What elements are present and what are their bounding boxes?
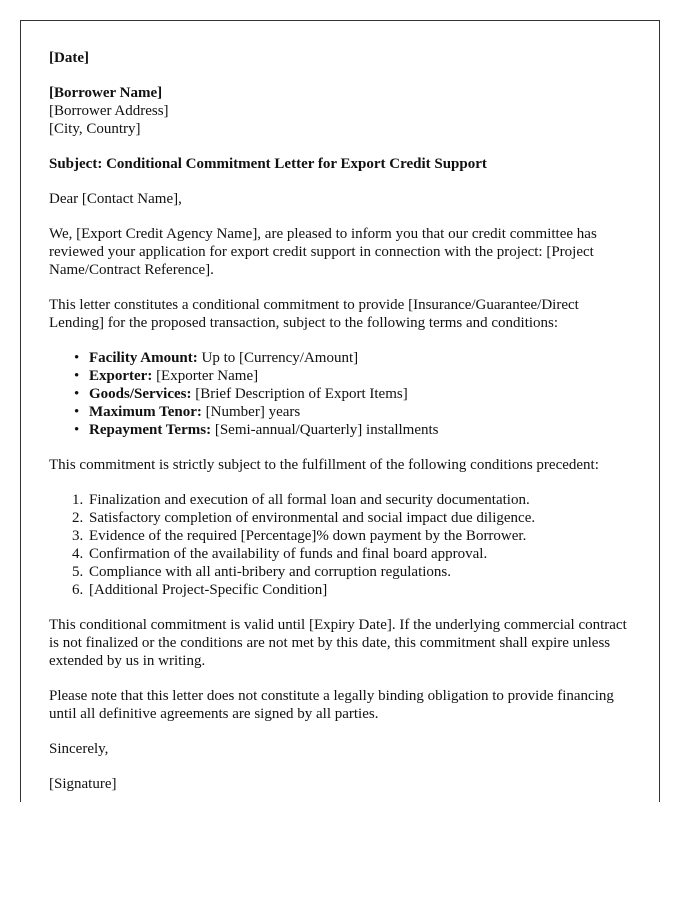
commitment-paragraph: This letter constitutes a conditional commitment to provide [Insurance/Guarantee/Direct Lending] for the proposed transaction, subject to the following terms and conditions:	[49, 297, 579, 331]
condition-text: Compliance with all anti-bribery and corruption regulations.	[89, 564, 451, 580]
term-value: [Number] years	[201, 404, 301, 420]
signature: [Signature]	[49, 776, 117, 792]
condition-number: 4.	[72, 546, 84, 562]
term-label: Exporter:	[89, 368, 153, 384]
letter-content	[49, 49, 629, 802]
validity-paragraph: This conditional commitment is valid until [Expiry Date]. If the underlying commercial contract is not finalized or the conditions are not met by this date, this commitment shall expire unless extended by us in writing.	[49, 617, 627, 669]
term-item-maximum-tenor	[89, 403, 629, 421]
condition-number: 2.	[72, 510, 84, 526]
letter-subject: Subject: Conditional Commitment Letter for Export Credit Support	[49, 156, 487, 172]
term-label: Maximum Tenor:	[89, 404, 202, 420]
condition-item	[72, 527, 629, 545]
condition-item	[72, 563, 629, 581]
terms-list	[49, 349, 629, 439]
condition-number: 5.	[72, 564, 84, 580]
closing: Sincerely,	[49, 741, 109, 757]
letter-date: [Date]	[49, 50, 89, 66]
term-label: Facility Amount:	[89, 350, 198, 366]
salutation: Dear [Contact Name],	[49, 191, 182, 207]
term-item-exporter	[89, 367, 629, 385]
condition-text: Evidence of the required [Percentage]% down payment by the Borrower.	[89, 528, 527, 544]
condition-number: 6.	[72, 582, 84, 598]
letter-page	[20, 20, 660, 802]
term-value: [Brief Description of Export Items]	[191, 386, 408, 402]
term-item-repayment-terms	[89, 421, 629, 439]
conditions-intro-paragraph: This commitment is strictly subject to the fulfillment of the following conditions precedent:	[49, 457, 599, 473]
condition-text: [Additional Project-Specific Condition]	[89, 582, 328, 598]
term-item-goods-services	[89, 385, 629, 403]
condition-text: Confirmation of the availability of funds and final board approval.	[89, 546, 488, 562]
intro-paragraph: We, [Export Credit Agency Name], are pleased to inform you that our credit committee has reviewed your application for export credit support in connection with the project: [Project Name/Contract Reference].	[49, 226, 597, 278]
condition-number: 1.	[72, 492, 84, 508]
condition-item	[72, 491, 629, 509]
condition-text: Finalization and execution of all formal loan and security documentation.	[89, 492, 530, 508]
condition-item	[72, 545, 629, 563]
condition-number: 3.	[72, 528, 84, 544]
term-label: Repayment Terms:	[89, 422, 212, 438]
condition-item	[72, 581, 629, 599]
recipient-address-block	[49, 84, 629, 138]
conditions-list	[49, 491, 629, 599]
term-item-facility-amount	[89, 349, 629, 367]
term-value: [Exporter Name]	[152, 368, 259, 384]
term-value: Up to [Currency/Amount]	[197, 350, 359, 366]
borrower-address: [Borrower Address]	[49, 103, 169, 119]
borrower-city-country: [City, Country]	[49, 121, 141, 137]
condition-text: Satisfactory completion of environmental and social impact due diligence.	[89, 510, 536, 526]
term-value: [Semi-annual/Quarterly] installments	[211, 422, 439, 438]
term-label: Goods/Services:	[89, 386, 192, 402]
disclaimer-paragraph: Please note that this letter does not constitute a legally binding obligation to provide financing until all definitive agreements are signed by all parties.	[49, 688, 614, 722]
condition-item	[72, 509, 629, 527]
borrower-name: [Borrower Name]	[49, 85, 163, 101]
